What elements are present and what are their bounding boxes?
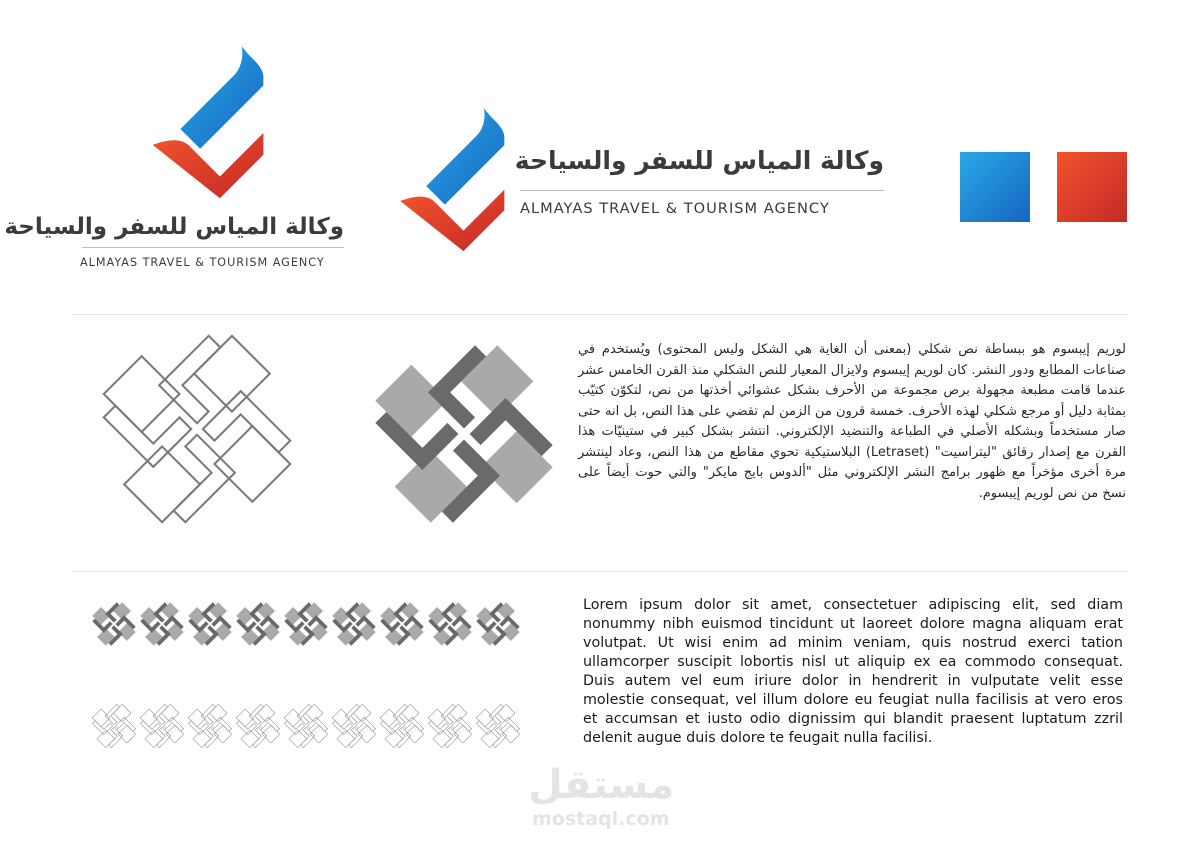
pattern-tile <box>186 600 234 648</box>
pattern-filled-large <box>366 336 562 532</box>
pattern-tile <box>282 600 330 648</box>
logo-mark-horizontal <box>400 108 512 266</box>
pattern-tile <box>330 600 378 648</box>
pattern-tile <box>138 600 186 648</box>
watermark-arabic: مستقل <box>528 762 675 808</box>
section-divider-1 <box>72 314 1128 315</box>
pattern-tile <box>90 702 138 750</box>
arabic-body-text: لوريم إيبسوم هو ببساطة نص شكلي (بمعنى أن الغاية هي الشكل وليس المحتوى) ويُستخدم في صناعات المطابع ودور النشر. كان لوريم إيبسوم ولايزال المعيار للنص الشكلي منذ القرن الخامس عشر عندما قامت مطبعة مجهولة برص مجموعة من الأحرف بشكل عشوائي أخذتها من نص، لتكوّن كتيّب بمثابة دليل أو مرجع شكلي لهذه الأحرف. خمسة قرون من الزمن لم تقضي على هذا النص، بل انه حتى صار مستخدماً وبشكله الأصلي في الطباعة والتنضيد الإلكتروني. انتشر بشكل كبير في ستينيّات هذا القرن مع إصدار رقائق "ليتراسيت" (Letraset) البلاستيكية تحوي مقاطع من هذا النص، وعاد لينتشر مرة أخرى مؤخراً مع ظهور برامج النشر الإلكتروني مثل "ألدوس بايج مايكر" والتي حوت أيضاً على نسخ من نص لوريم إيبسوم. <box>578 342 1126 501</box>
logo-arabic-name-horizontal: وكالة المياس للسفر والسياحة <box>514 146 884 175</box>
section-divider-2 <box>72 571 1128 572</box>
pattern-tile <box>138 702 186 750</box>
logo-mark-stacked <box>152 46 272 214</box>
red-color-swatch <box>1057 152 1127 222</box>
pattern-outline-large <box>94 326 300 532</box>
logo-english-name-horizontal: ALMAYAS TRAVEL & TOURISM AGENCY <box>520 200 830 217</box>
pattern-tile <box>282 702 330 750</box>
logo-english-name-stacked: ALMAYAS TRAVEL & TOURISM AGENCY <box>80 256 325 269</box>
logo-divider-horizontal <box>520 190 884 191</box>
pattern-tile <box>234 702 282 750</box>
pattern-tile <box>234 600 282 648</box>
logo-arabic-name-stacked: وكالة المياس للسفر والسياحة <box>4 214 344 240</box>
english-body-text: Lorem ipsum dolor sit amet, consectetuer adipiscing elit, sed diam nonummy nibh euismod tincidunt ut laoreet dolore magna aliquam erat volutpat. Ut wisi enim ad minim veniam, quis nostrud exerci tation ullamcorper suscipit lobortis nisl ut aliquip ex ea commodo consequat. Duis autem vel eum iriure dolor in hendrerit in vulputate velit esse molestie consequat, vel illum dolore eu feugiat nulla facilisis at vero eros et accumsan et iusto odio dignissim qui blandit praesent luptatum zzril delenit augue duis dolore te feugait nulla facilisi. <box>583 597 1123 746</box>
pattern-tile <box>90 600 138 648</box>
watermark-url: mostaql.com <box>532 808 670 830</box>
blue-color-swatch <box>960 152 1030 222</box>
pattern-tile <box>474 600 522 648</box>
pattern-tile <box>378 600 426 648</box>
pattern-tile <box>330 702 378 750</box>
pattern-tile <box>426 702 474 750</box>
pattern-strip-outline <box>90 702 526 754</box>
pattern-tile <box>186 702 234 750</box>
logo-divider-stacked <box>82 247 344 248</box>
pattern-tile <box>378 702 426 750</box>
pattern-tile <box>474 702 522 750</box>
pattern-tile <box>426 600 474 648</box>
pattern-strip-filled <box>90 600 526 652</box>
